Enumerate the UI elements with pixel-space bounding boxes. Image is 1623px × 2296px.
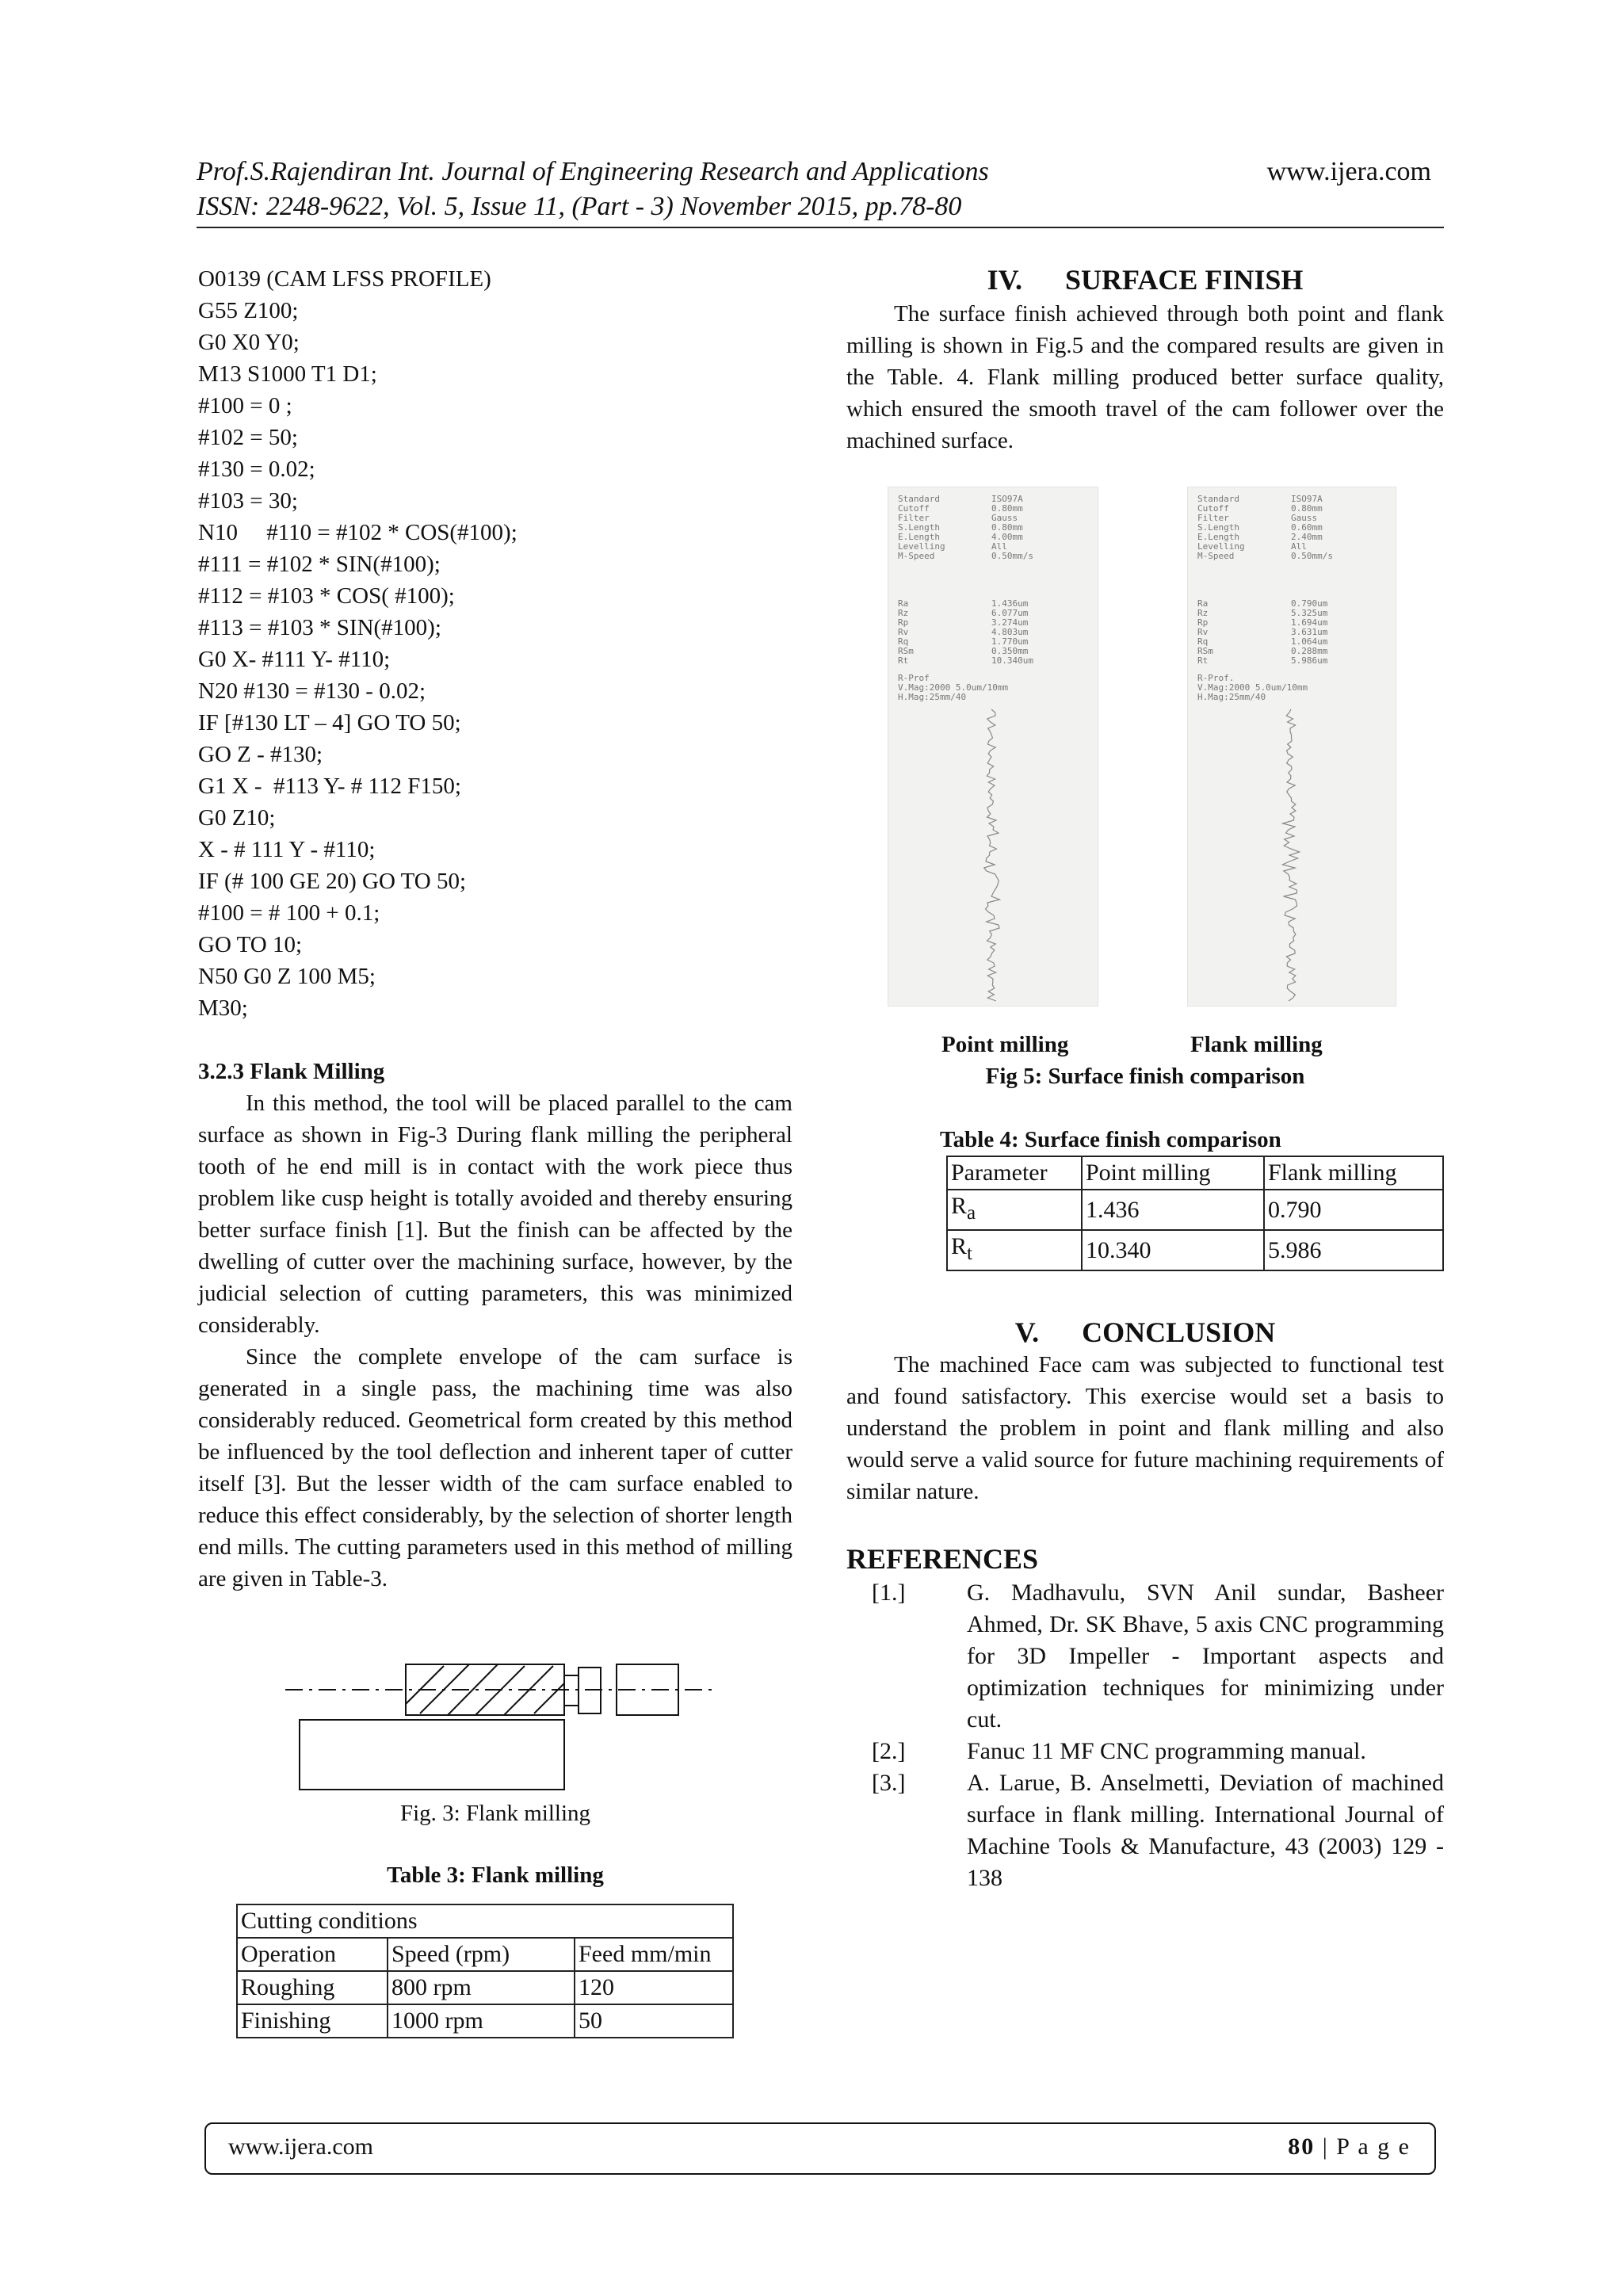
scan-param-label: E.Length [898, 532, 940, 542]
scan-param-label: Standard [898, 494, 940, 504]
table-cell: 5.986 [1264, 1230, 1443, 1270]
table-cell-parameter: $R_t$ [947, 1230, 1082, 1270]
references-list [872, 1577, 1444, 1894]
scan-param-label: M-Speed [898, 551, 935, 561]
scan-param-value: All [991, 541, 1007, 552]
table-title-cell: Cutting conditions [237, 1904, 733, 1938]
issn-line: ISSN: 2248-9622, Vol. 5, Issue 11, (Part - 3) November 2015, pp.78-80 [197, 192, 962, 221]
table-flank-milling [236, 1904, 734, 2038]
fig3-caption: Fig. 3: Flank milling [399, 1801, 591, 1826]
table4-caption: Table 4: Surface finish comparison [940, 1127, 1281, 1152]
code-line: G0 Z10; [198, 805, 276, 831]
code-line: M30; [198, 995, 248, 1021]
scan-profile-label: H.Mag:25mm/40 [898, 692, 967, 702]
scan-profile-label: R-Prof. [1197, 673, 1235, 683]
table3-caption: Table 3: Flank milling [387, 1862, 604, 1888]
scan-param-value: 0.60mm [1291, 522, 1323, 533]
code-line: IF (# 100 GE 20) GO TO 50; [198, 869, 467, 894]
table-row [947, 1190, 1443, 1230]
scan-param-value: 0.80mm [991, 522, 1023, 533]
scan-param-label: S.Length [1197, 522, 1239, 533]
references-heading: REFERENCES [846, 1543, 1039, 1575]
scan-profile-label: V.Mag:2000 5.0um/10mm [898, 682, 1009, 693]
scan-param-value: Gauss [1291, 513, 1318, 523]
section-number: IV. [987, 264, 1022, 296]
scan-result-value: 0.790um [1291, 598, 1328, 609]
scan-result-value: 5.325um [1291, 608, 1328, 618]
table-header-row [237, 1938, 733, 1971]
table-header-cell: Flank milling [1264, 1156, 1443, 1190]
scan-result-value: 1.064um [1291, 636, 1328, 647]
table-cell: 1000 rpm [388, 2004, 575, 2038]
table-row [237, 1904, 733, 1938]
code-line: N50 G0 Z 100 M5; [198, 964, 376, 989]
scan-result-label: Rp [898, 617, 909, 628]
scan-result-label: Ra [898, 598, 909, 609]
scan-param-label: Cutoff [1197, 503, 1229, 514]
table-header-cell: Feed mm/min [575, 1938, 733, 1971]
scan-param-label: Filter [898, 513, 930, 523]
table-header-cell: Point milling [1082, 1156, 1264, 1190]
table-cell: Roughing [237, 1971, 388, 2004]
code-line: #100 = 0 ; [198, 393, 292, 418]
scan-param-value: 0.80mm [991, 503, 1023, 514]
scan-param-value: 0.50mm/s [1291, 551, 1333, 561]
scan-result-value: 1.770um [991, 636, 1029, 647]
code-line: G0 X0 Y0; [198, 330, 300, 355]
table-header-cell: Speed (rpm) [388, 1938, 575, 1971]
scan-result-label: Rt [1197, 655, 1209, 666]
scan-result-value: 0.288mm [1291, 646, 1328, 656]
surface-body [846, 298, 1444, 457]
table-cell: 10.340 [1082, 1230, 1264, 1270]
scan-param-value: 4.00mm [991, 532, 1023, 542]
code-line: GO Z - #130; [198, 742, 323, 767]
scan-result-label: Rz [898, 608, 909, 618]
header-rule [197, 227, 1444, 228]
scan-param-value: ISO97A [991, 494, 1023, 504]
surface-scan-point-milling [888, 487, 1098, 1007]
scan-result-label: Rq [898, 636, 909, 647]
scan-param-label: S.Length [898, 522, 940, 533]
scan-result-value: 3.274um [991, 617, 1029, 628]
code-line: #103 = 30; [198, 488, 298, 514]
paragraph: Since the complete envelope of the cam surface is generated in a single pass, the machining time was also considerably reduced. Geometrical form created by this method be influenced by the tool deflection and inherent taper of cutter itself [3]. But the lesser width of the cam surface enabled to reduce this effect considerably, by the selection of shorter length end mills. The cutting parameters used in this method of milling are given in Table-3. [198, 1344, 792, 1591]
label-point-milling: Point milling [941, 1032, 1069, 1057]
table-header-cell: Operation [237, 1938, 388, 1971]
code-line: #112 = #103 * COS( #100); [198, 583, 455, 609]
section-title: CONCLUSION [1082, 1316, 1276, 1348]
paragraph: In this method, the tool will be placed parallel to the cam surface as shown in Fig-3 During flank milling the peripheral tooth of he end mill is in contact with the work piece thus problem like cusp height is totally avoided and thereby ensuring better surface finish [1]. But the finish can be affected by the dwelling of cutter over the machining surface, however, by the judicial selection of cutting parameters, this was minimized considerably. [198, 1091, 792, 1338]
code-line: #100 = # 100 + 0.1; [198, 900, 380, 926]
table-cell: 1.436 [1082, 1190, 1264, 1230]
journal-header: Prof.S.Rajendiran Int. Journal of Engineering Research and Applications [197, 157, 989, 186]
flank-body [198, 1087, 792, 1595]
cnc-code-listing [198, 263, 800, 1024]
table-cell: Finishing [237, 2004, 388, 2038]
scan-param-label: M-Speed [1197, 551, 1235, 561]
scan-result-label: RSm [1197, 646, 1213, 656]
reference-text: A. Larue, B. Anselmetti, Deviation of machined surface in flank milling. International Journal of Machine Tools & Manufacture, 43 (2003) 129 - 138 [967, 1770, 1444, 1891]
roughness-profile-trace [1282, 709, 1299, 1001]
reference-item [872, 1736, 1444, 1767]
page-footer [204, 2122, 1436, 2175]
scan-result-label: Rt [898, 655, 909, 666]
scan-param-label: Levelling [898, 541, 945, 552]
scan-result-value: 1.694um [1291, 617, 1328, 628]
table-cell-parameter: $R_a$ [947, 1190, 1082, 1230]
scan-result-value: 6.077um [991, 608, 1029, 618]
table-surface-finish [946, 1156, 1444, 1271]
scan-result-label: Rv [898, 627, 909, 637]
scan-result-value: 5.986um [1291, 655, 1328, 666]
table-header-row [947, 1156, 1443, 1190]
reference-number: [2.] [872, 1738, 906, 1764]
scan-param-label: Filter [1197, 513, 1229, 523]
flank-milling-diagram [285, 1656, 713, 1799]
scan-result-label: Ra [1197, 598, 1209, 609]
scan-result-label: RSm [898, 646, 914, 656]
scan-profile-label: R-Prof [898, 673, 930, 683]
code-line: #102 = 50; [198, 425, 298, 450]
scan-param-value: ISO97A [1291, 494, 1323, 504]
scan-result-value: 1.436um [991, 598, 1029, 609]
code-line: IF [#130 LT – 4] GO TO 50; [198, 710, 461, 735]
code-line: O0139 (CAM LFSS PROFILE) [198, 266, 491, 292]
code-line: G0 X- #111 Y- #110; [198, 647, 391, 672]
scan-result-label: Rq [1197, 636, 1209, 647]
reference-item [872, 1767, 1444, 1894]
footer-page-number: 80 | P a g e [1288, 2134, 1411, 2160]
scan-profile-label: V.Mag:2000 5.0um/10mm [1197, 682, 1308, 693]
code-line: N20 #130 = #130 - 0.02; [198, 678, 426, 704]
table-cell: 120 [575, 1971, 733, 2004]
reference-number: [3.] [872, 1770, 906, 1796]
scan-result-label: Rp [1197, 617, 1209, 628]
fig5-caption: Fig 5: Surface finish comparison [985, 1064, 1305, 1089]
scan-param-label: Levelling [1197, 541, 1245, 552]
surface-scan-flank-milling [1187, 487, 1396, 1007]
reference-text: Fanuc 11 MF CNC programming manual. [967, 1738, 1366, 1764]
scan-result-value: 0.350mm [991, 646, 1029, 656]
code-line: #113 = #103 * SIN(#100); [198, 615, 441, 640]
section-heading-surface-finish [846, 263, 1444, 296]
conclusion-body [846, 1349, 1444, 1507]
scan-param-value: 0.80mm [1291, 503, 1323, 514]
paragraph: The machined Face cam was subjected to functional test and found satisfactory. This exercise would set a basis to understand the problem in point and flank milling and also would serve a valid source for future machining requirements of similar nature. [846, 1352, 1444, 1504]
reference-number: [1.] [872, 1580, 906, 1606]
scan-param-label: Cutoff [898, 503, 930, 514]
table-cell: 50 [575, 2004, 733, 2038]
scan-profile-label: H.Mag:25mm/40 [1197, 692, 1266, 702]
scan-param-label: Standard [1197, 494, 1239, 504]
scan-result-label: Rv [1197, 627, 1209, 637]
code-line: G55 Z100; [198, 298, 299, 323]
scan-result-label: Rz [1197, 608, 1209, 618]
label-flank-milling: Flank milling [1190, 1032, 1323, 1057]
table-cell: 0.790 [1264, 1190, 1443, 1230]
table-row [947, 1230, 1443, 1270]
section-title: SURFACE FINISH [1065, 264, 1304, 296]
scan-param-value: All [1291, 541, 1307, 552]
scan-param-value: Gauss [991, 513, 1018, 523]
table-header-cell: Parameter [947, 1156, 1082, 1190]
table-cell: 800 rpm [388, 1971, 575, 2004]
header-website: www.ijera.com [1266, 157, 1431, 186]
reference-item [872, 1577, 1444, 1736]
scan-param-value: 2.40mm [1291, 532, 1323, 542]
section-heading-flank: 3.2.3 Flank Milling [198, 1059, 385, 1084]
scan-param-value: 0.50mm/s [991, 551, 1033, 561]
scan-result-value: 4.803um [991, 627, 1029, 637]
code-line: G1 X - #113 Y- # 112 F150; [198, 774, 461, 799]
code-line: #111 = #102 * SIN(#100); [198, 552, 441, 577]
reference-text: G. Madhavulu, SVN Anil sundar, Basheer Ahmed, Dr. SK Bhave, 5 axis CNC programming for 3D Impeller - Important aspects and optimization techniques for minimizing under cut. [967, 1580, 1444, 1733]
table-row [237, 2004, 733, 2038]
section-number: V. [1014, 1316, 1040, 1348]
code-line: N10 #110 = #102 * COS(#100); [198, 520, 517, 545]
code-line: M13 S1000 T1 D1; [198, 361, 377, 387]
scan-param-label: E.Length [1197, 532, 1239, 542]
code-line: X - # 111 Y - #110; [198, 837, 376, 862]
scan-result-value: 3.631um [1291, 627, 1328, 637]
roughness-profile-trace [984, 709, 1000, 1001]
footer-website: www.ijera.com [228, 2134, 373, 2160]
paragraph: The surface finish achieved through both point and flank milling is shown in Fig.5 and the compared results are given in the Table. 4. Flank milling produced better surface quality, which ensured the smooth travel of the cam follower over the machined surface. [846, 301, 1444, 453]
code-line: GO TO 10; [198, 932, 303, 957]
scan-result-value: 10.340um [991, 655, 1033, 666]
table-row [237, 1971, 733, 2004]
section-heading-conclusion [846, 1316, 1444, 1349]
code-line: #130 = 0.02; [198, 457, 315, 482]
